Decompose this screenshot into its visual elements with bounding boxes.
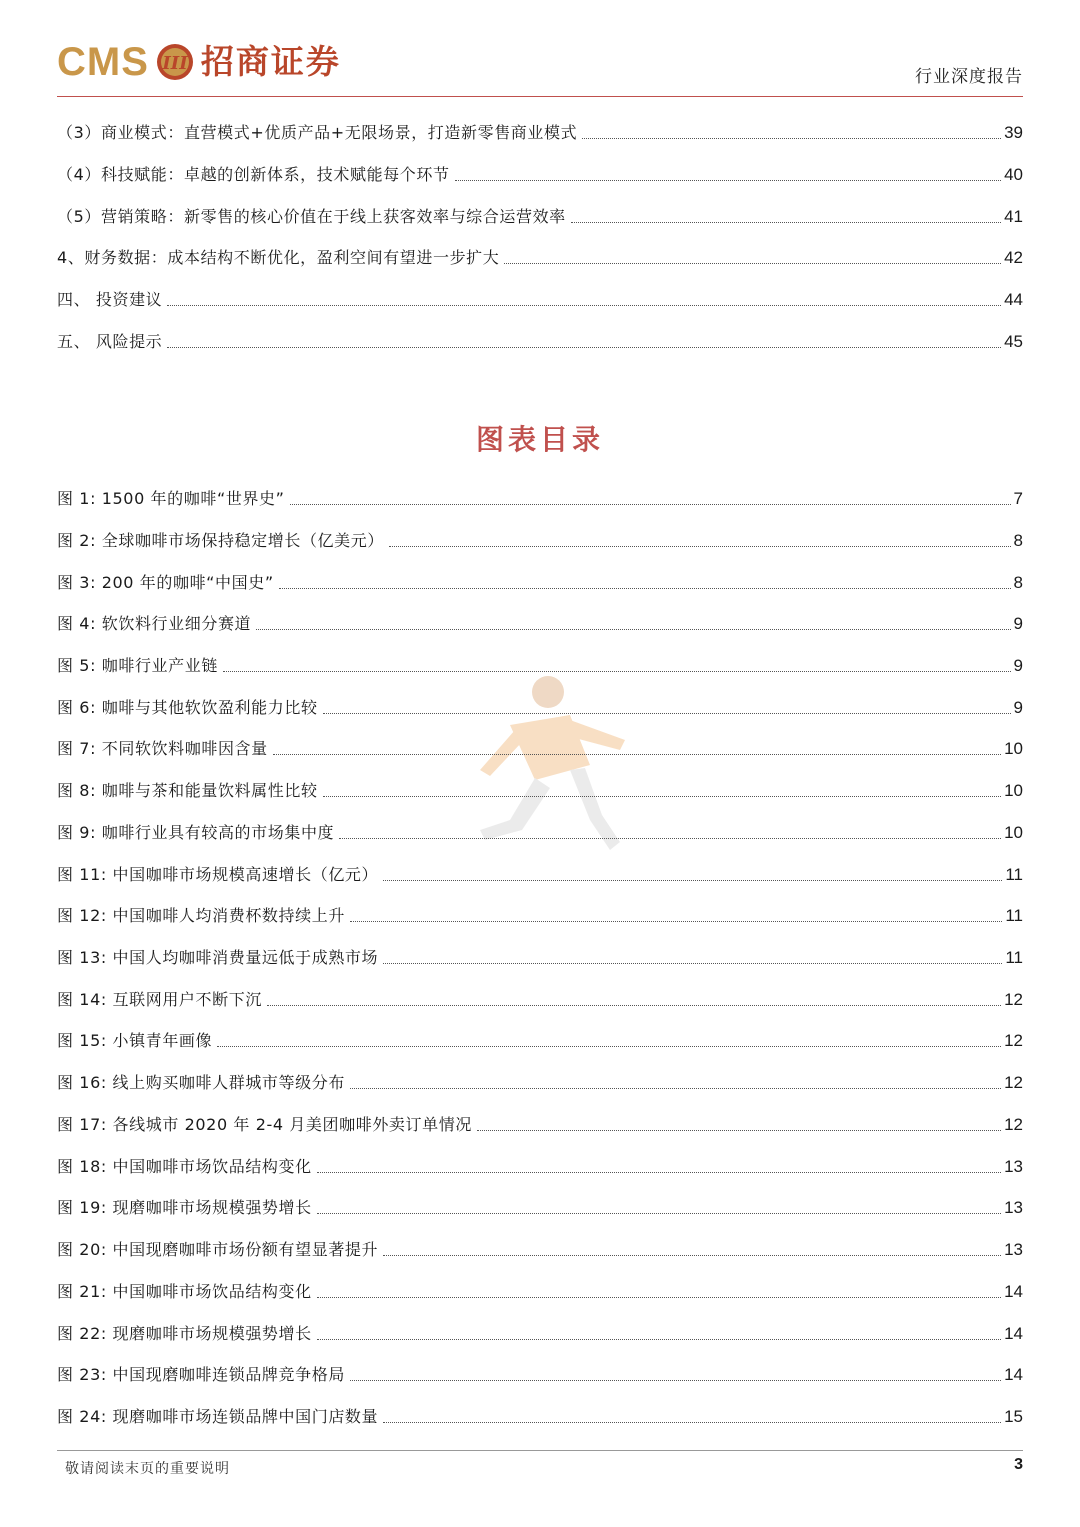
toc-figure-item[interactable]: [57, 899, 1023, 927]
toc-entry-page: 12: [1004, 1073, 1023, 1092]
logo-latin-text: CMS: [57, 40, 149, 84]
toc-main-item[interactable]: [57, 325, 1023, 353]
toc-entry-page: 9: [1013, 656, 1023, 675]
toc-figure-item[interactable]: [57, 1275, 1023, 1303]
toc-entry-label: 图 17: 各线城市 2020 年 2-4 月美团咖啡外卖订单情况: [57, 1115, 472, 1134]
toc-leader-dots: [383, 1254, 1001, 1256]
toc-entry-label: 4、财务数据：成本结构不断优化，盈利空间有望进一步扩大: [57, 248, 500, 267]
toc-entry-label: （5）营销策略：新零售的核心价值在于线上获客效率与综合运营效率: [57, 207, 566, 226]
toc-entry-page: 7: [1013, 489, 1023, 508]
toc-entry-page: 8: [1013, 531, 1023, 550]
toc-figure-item[interactable]: [57, 566, 1023, 594]
toc-figure-item[interactable]: [57, 983, 1023, 1011]
toc-figure-item[interactable]: [57, 1317, 1023, 1345]
toc-main-item[interactable]: [57, 116, 1023, 144]
toc-entry-label: 图 19: 现磨咖啡市场规模强势增长: [57, 1198, 312, 1217]
toc-entry-label: 图 4: 软饮料行业细分赛道: [57, 614, 252, 633]
toc-entry-page: 14: [1004, 1324, 1023, 1343]
toc-leader-dots: [323, 795, 1002, 797]
toc-leader-dots: [273, 753, 1001, 755]
footer-divider: [57, 1450, 1023, 1451]
toc-leader-dots: [279, 587, 1011, 589]
toc-leader-dots: [256, 628, 1010, 630]
logo-mark-text: III: [162, 53, 188, 74]
company-logo: [57, 38, 341, 86]
toc-entry-label: 图 12: 中国咖啡人均消费杯数持续上升: [57, 906, 345, 925]
toc-leader-dots: [317, 1338, 1001, 1340]
toc-entry-page: 40: [1004, 165, 1023, 184]
toc-figure-item[interactable]: [57, 1024, 1023, 1052]
toc-entry-page: 12: [1004, 1031, 1023, 1050]
toc-entry-page: 10: [1004, 739, 1023, 758]
toc-leader-dots: [167, 346, 1001, 348]
toc-figure-item[interactable]: [57, 1150, 1023, 1178]
toc-entry-label: 图 11: 中国咖啡市场规模高速增长（亿元）: [57, 865, 379, 884]
toc-entry-page: 11: [1005, 948, 1023, 967]
toc-figure-item[interactable]: [57, 1066, 1023, 1094]
toc-entry-label: 图 15: 小镇青年画像: [57, 1031, 213, 1050]
toc-leader-dots: [350, 1087, 1001, 1089]
toc-entry-label: 图 21: 中国咖啡市场饮品结构变化: [57, 1282, 312, 1301]
toc-figure-item[interactable]: [57, 1108, 1023, 1136]
toc-figure-item[interactable]: [57, 732, 1023, 760]
toc-figure-item[interactable]: [57, 607, 1023, 635]
toc-entry-page: 9: [1013, 614, 1023, 633]
toc-leader-dots: [455, 179, 1001, 181]
toc-main-item[interactable]: [57, 241, 1023, 269]
toc-leader-dots: [383, 1421, 1001, 1423]
toc-leader-dots: [350, 1379, 1001, 1381]
toc-figure-item[interactable]: [57, 649, 1023, 677]
toc-entry-page: 10: [1004, 781, 1023, 800]
toc-entry-page: 41: [1004, 207, 1023, 226]
toc-entry-label: 图 14: 互联网用户不断下沉: [57, 990, 262, 1009]
toc-entry-page: 44: [1004, 290, 1023, 309]
logo-mark-icon: [155, 42, 195, 82]
toc-entry-label: 图 18: 中国咖啡市场饮品结构变化: [57, 1157, 312, 1176]
toc-leader-dots: [317, 1212, 1001, 1214]
toc-entry-label: 图 20: 中国现磨咖啡市场份额有望显著提升: [57, 1240, 379, 1259]
toc-entry-page: 14: [1004, 1282, 1023, 1301]
toc-entry-page: 11: [1005, 865, 1023, 884]
toc-figure-item[interactable]: [57, 482, 1023, 510]
toc-entry-page: 39: [1004, 123, 1023, 142]
toc-leader-dots: [383, 962, 1002, 964]
toc-entry-label: 图 13: 中国人均咖啡消费量远低于成熟市场: [57, 948, 379, 967]
toc-entry-label: 图 5: 咖啡行业产业链: [57, 656, 218, 675]
toc-entry-page: 9: [1013, 698, 1023, 717]
toc-entry-page: 45: [1004, 332, 1023, 351]
toc-figure-item[interactable]: [57, 1191, 1023, 1219]
toc-entry-label: 图 6: 咖啡与其他软饮盈利能力比较: [57, 698, 318, 717]
toc-entry-label: 图 8: 咖啡与茶和能量饮料属性比较: [57, 781, 318, 800]
toc-leader-dots: [317, 1171, 1001, 1173]
toc-entry-label: 图 23: 中国现磨咖啡连锁品牌竞争格局: [57, 1365, 345, 1384]
figures-section-title: 图表目录: [475, 423, 604, 456]
toc-leader-dots: [290, 503, 1011, 505]
toc-entry-page: 12: [1004, 990, 1023, 1009]
toc-leader-dots: [571, 221, 1001, 223]
toc-entry-page: 10: [1004, 823, 1023, 842]
toc-figure-item[interactable]: [57, 858, 1023, 886]
toc-leader-dots: [383, 879, 1002, 881]
toc-figure-item[interactable]: [57, 941, 1023, 969]
toc-figure-item[interactable]: [57, 524, 1023, 552]
toc-entry-page: 12: [1004, 1115, 1023, 1134]
toc-leader-dots: [217, 1045, 1001, 1047]
toc-main-item[interactable]: [57, 200, 1023, 228]
toc-entry-page: 8: [1013, 573, 1023, 592]
toc-leader-dots: [267, 1004, 1001, 1006]
toc-leader-dots: [504, 262, 1001, 264]
header-divider: [57, 96, 1023, 97]
toc-leader-dots: [323, 712, 1011, 714]
toc-entry-page: 13: [1004, 1240, 1023, 1259]
toc-entry-page: 14: [1004, 1365, 1023, 1384]
toc-figure-item[interactable]: [57, 1400, 1023, 1428]
toc-entry-page: 15: [1004, 1407, 1023, 1426]
toc-leader-dots: [389, 545, 1011, 547]
toc-entry-page: 11: [1005, 906, 1023, 925]
toc-leader-dots: [167, 304, 1001, 306]
toc-leader-dots: [223, 670, 1011, 672]
toc-entry-label: 图 22: 现磨咖啡市场规模强势增长: [57, 1324, 312, 1343]
toc-figure-item[interactable]: [57, 1358, 1023, 1386]
toc-entry-label: 图 1: 1500 年的咖啡“世界史”: [57, 489, 285, 508]
toc-main-item[interactable]: [57, 158, 1023, 186]
toc-leader-dots: [339, 837, 1001, 839]
toc-entry-label: 图 9: 咖啡行业具有较高的市场集中度: [57, 823, 335, 842]
footer-disclaimer-note: 敬请阅读末页的重要说明: [65, 1461, 230, 1477]
toc-entry-label: 图 24: 现磨咖啡市场连锁品牌中国门店数量: [57, 1407, 379, 1426]
toc-entry-label: 图 16: 线上购买咖啡人群城市等级分布: [57, 1073, 345, 1092]
toc-entry-label: 图 2: 全球咖啡市场保持稳定增长（亿美元）: [57, 531, 384, 550]
toc-entry-page: 42: [1004, 248, 1023, 267]
toc-leader-dots: [350, 920, 1002, 922]
toc-entry-page: 13: [1004, 1198, 1023, 1217]
toc-entry-label: 图 3: 200 年的咖啡“中国史”: [57, 573, 274, 592]
toc-figure-item[interactable]: [57, 691, 1023, 719]
report-type-label: 行业深度报告: [915, 67, 1023, 87]
toc-leader-dots: [477, 1129, 1001, 1131]
logo-chinese-text: 招商证券: [200, 42, 341, 81]
toc-leader-dots: [317, 1296, 1001, 1298]
toc-entry-label: 图 7: 不同软饮料咖啡因含量: [57, 739, 268, 758]
toc-figure-item[interactable]: [57, 774, 1023, 802]
toc-figure-item[interactable]: [57, 816, 1023, 844]
toc-figure-item[interactable]: [57, 1233, 1023, 1261]
toc-entry-page: 13: [1004, 1157, 1023, 1176]
toc-entry-label: （4）科技赋能：卓越的创新体系，技术赋能每个环节: [57, 165, 450, 184]
toc-main-item[interactable]: [57, 283, 1023, 311]
toc-entry-label: 五、 风险提示: [57, 332, 163, 351]
page-header: [0, 0, 1080, 100]
toc-leader-dots: [582, 137, 1001, 139]
toc-entry-label: 四、 投资建议: [57, 290, 163, 309]
page-number: 3: [1014, 1456, 1023, 1473]
toc-entry-label: （3）商业模式：直营模式+优质产品+无限场景，打造新零售商业模式: [57, 123, 578, 142]
